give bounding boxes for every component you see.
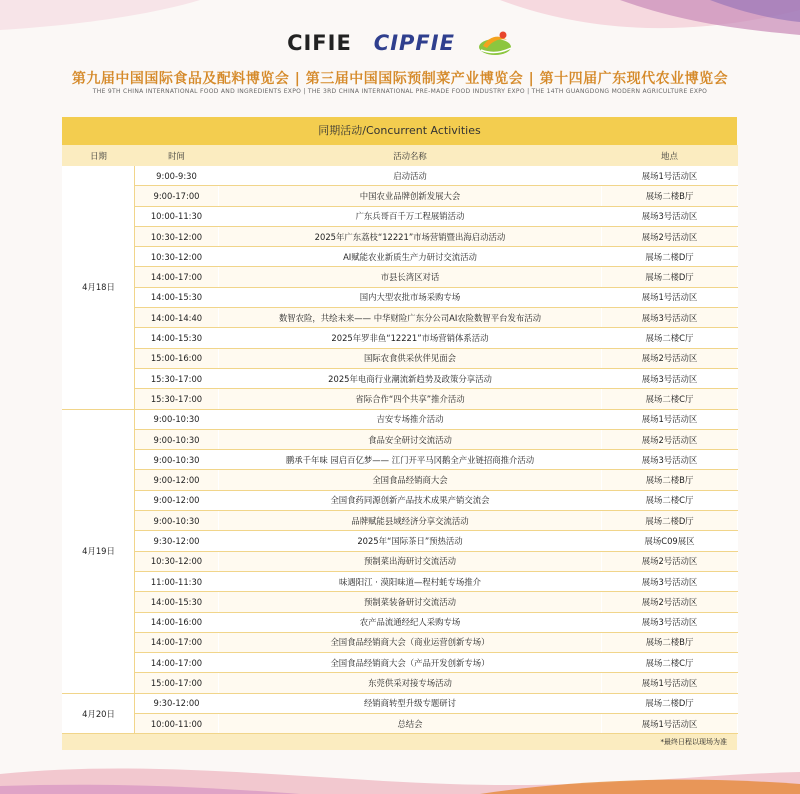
activity-cell: 农产品流通经纪人采购专场 — [219, 612, 602, 632]
time-cell: 11:00-11:30 — [135, 571, 219, 591]
time-cell: 10:30-12:00 — [135, 247, 219, 267]
activity-cell: 总结会 — [219, 714, 602, 734]
table-row — [63, 531, 738, 551]
location-cell: 展场3号活动区 — [602, 368, 738, 388]
location-cell: 展场2号活动区 — [602, 592, 738, 612]
time-cell: 14:00-14:40 — [135, 308, 219, 328]
location-cell: 展场3号活动区 — [602, 612, 738, 632]
activity-cell: AI赋能农业新质生产力研讨交流活动 — [219, 247, 602, 267]
time-cell: 9:00-10:30 — [135, 511, 219, 531]
location-cell: 展场2号活动区 — [602, 226, 738, 246]
column-header-time: 时间 — [135, 146, 219, 166]
time-cell: 10:00-11:30 — [135, 206, 219, 226]
table-row — [63, 470, 738, 490]
activity-cell: 中国农业品牌创新发展大会 — [219, 186, 602, 206]
table-row — [63, 490, 738, 510]
logo-bar — [0, 26, 800, 60]
expo-subtitle: THE 9TH CHINA INTERNATIONAL FOOD AND INGREDIENTS EXPO | THE 3RD CHINA INTERNATIONAL PRE-MADE FOOD INDUSTRY EXPO | THE 14TH GUANGDONG MODERN AGRICULTURE EXPO — [92, 88, 708, 95]
activity-cell: 2025年“国际茶日”预热活动 — [219, 531, 602, 551]
activity-cell: 启动活动 — [219, 166, 602, 186]
table-row — [63, 389, 738, 409]
table-row — [63, 450, 738, 470]
table-row — [63, 348, 738, 368]
table-row — [63, 551, 738, 571]
location-cell: 展场二楼D厅 — [602, 511, 738, 531]
time-cell: 15:30-17:00 — [135, 368, 219, 388]
date-cell: 4月20日 — [63, 693, 135, 734]
table-row — [63, 429, 738, 449]
time-cell: 9:00-10:30 — [135, 450, 219, 470]
table-row — [63, 409, 738, 429]
column-header-location: 地点 — [602, 146, 738, 166]
table-row — [63, 511, 738, 531]
table-header-row — [63, 146, 738, 166]
table-row — [63, 267, 738, 287]
time-cell: 15:30-17:00 — [135, 389, 219, 409]
table-row — [63, 714, 738, 734]
table-row — [63, 287, 738, 307]
activity-cell: 2025年广东荔枝“12221”市场营销暨出海启动活动 — [219, 226, 602, 246]
activity-cell: 全国食药同源创新产品技术成果产销交流会 — [219, 490, 602, 510]
location-cell: 展场二楼D厅 — [602, 693, 738, 713]
location-cell: 展场2号活动区 — [602, 348, 738, 368]
activity-cell: 全国食品经销商大会 — [219, 470, 602, 490]
activity-cell: 市县长湾区对话 — [219, 267, 602, 287]
table-row — [63, 693, 738, 713]
time-cell: 14:00-16:00 — [135, 612, 219, 632]
location-cell: 展场二楼C厅 — [602, 653, 738, 673]
cipfie-logo: CIPFIE — [373, 31, 455, 55]
location-cell: 展场二楼B厅 — [602, 470, 738, 490]
table-row — [63, 368, 738, 388]
time-cell: 15:00-16:00 — [135, 348, 219, 368]
activities-table — [62, 117, 737, 750]
activity-cell: 预制菜装备研讨交流活动 — [219, 592, 602, 612]
activity-cell: 经销商转型升级专题研讨 — [219, 693, 602, 713]
location-cell: 展场C09展区 — [602, 531, 738, 551]
table-row — [63, 308, 738, 328]
column-header-date: 日期 — [63, 146, 135, 166]
table-body — [63, 166, 738, 734]
location-cell: 展场二楼C厅 — [602, 328, 738, 348]
time-cell: 14:00-17:00 — [135, 653, 219, 673]
table-row — [63, 653, 738, 673]
time-cell: 9:00-17:00 — [135, 186, 219, 206]
activity-cell: 预制菜出海研讨交流活动 — [219, 551, 602, 571]
table-row — [63, 166, 738, 186]
activity-cell: 全国食品经销商大会（商业运营创新专场） — [219, 632, 602, 652]
expo-title: 第九届中国国际食品及配料博览会 | 第三届中国国际预制菜产业博览会 | 第十四届广东现代农业博览会 — [71, 71, 729, 87]
table-footnote: *最终日程以现场为准 — [62, 734, 737, 750]
time-cell: 9:00-10:30 — [135, 429, 219, 449]
location-cell: 展场1号活动区 — [602, 673, 738, 693]
column-header-activity: 活动名称 — [219, 146, 602, 166]
activity-cell: 食品安全研讨交流活动 — [219, 429, 602, 449]
time-cell: 9:30-12:00 — [135, 531, 219, 551]
activity-cell: 全国食品经销商大会（产品开发创新专场） — [219, 653, 602, 673]
location-cell: 展场1号活动区 — [602, 287, 738, 307]
location-cell: 展场2号活动区 — [602, 429, 738, 449]
table-row — [63, 206, 738, 226]
location-cell: 展场1号活动区 — [602, 166, 738, 186]
bottom-decoration — [0, 754, 800, 794]
activity-cell: 国内大型农批市场采购专场 — [219, 287, 602, 307]
table-row — [63, 328, 738, 348]
location-cell: 展场二楼C厅 — [602, 389, 738, 409]
location-cell: 展场二楼C厅 — [602, 490, 738, 510]
time-cell: 14:00-15:30 — [135, 328, 219, 348]
time-cell: 10:30-12:00 — [135, 551, 219, 571]
location-cell: 展场1号活动区 — [602, 409, 738, 429]
time-cell: 10:00-11:00 — [135, 714, 219, 734]
date-cell: 4月18日 — [63, 166, 135, 410]
table-row — [63, 247, 738, 267]
table-title: 同期活动/Concurrent Activities — [62, 117, 737, 145]
table-row — [63, 571, 738, 591]
location-cell: 展场3号活动区 — [602, 571, 738, 591]
time-cell: 9:00-10:30 — [135, 409, 219, 429]
location-cell: 展场二楼D厅 — [602, 247, 738, 267]
location-cell: 展场2号活动区 — [602, 551, 738, 571]
activity-cell: 东莞供采对接专场活动 — [219, 673, 602, 693]
table-row — [63, 226, 738, 246]
activity-cell: 国际农食供采伙伴见面会 — [219, 348, 602, 368]
activity-cell: 2025年罗非鱼“12221”市场营销体系活动 — [219, 328, 602, 348]
time-cell: 15:00-17:00 — [135, 673, 219, 693]
time-cell: 9:30-12:00 — [135, 693, 219, 713]
location-cell: 展场1号活动区 — [602, 714, 738, 734]
activity-cell: 鹏承千年味 园启百亿梦—— 江门开平马冈鹅全产业链招商推介活动 — [219, 450, 602, 470]
time-cell: 9:00-9:30 — [135, 166, 219, 186]
activity-cell: 广东兵哥百千万工程展销活动 — [219, 206, 602, 226]
activity-cell: 品牌赋能县域经济分享交流活动 — [219, 511, 602, 531]
activity-cell: 味遇阳江 · 漠阳味道—程村蚝专场推介 — [219, 571, 602, 591]
location-cell: 展场3号活动区 — [602, 450, 738, 470]
time-cell: 14:00-17:00 — [135, 267, 219, 287]
time-cell: 9:00-12:00 — [135, 470, 219, 490]
table-row — [63, 186, 738, 206]
agriculture-expo-logo-icon — [477, 28, 513, 58]
time-cell: 9:00-12:00 — [135, 490, 219, 510]
activity-cell: 吉安专场推介活动 — [219, 409, 602, 429]
location-cell: 展场二楼D厅 — [602, 267, 738, 287]
table-row — [63, 673, 738, 693]
table-row — [63, 592, 738, 612]
activity-cell: 数智农险，共绘未来—— 中华财险广东分公司AI农险数智平台发布活动 — [219, 308, 602, 328]
activity-cell: 2025年电商行业潮流新趋势及政策分享活动 — [219, 368, 602, 388]
table-row — [63, 632, 738, 652]
time-cell: 10:30-12:00 — [135, 226, 219, 246]
cifie-logo: CIFIE — [287, 31, 352, 55]
location-cell: 展场3号活动区 — [602, 206, 738, 226]
activity-cell: 省际合作“四个共享”推介活动 — [219, 389, 602, 409]
table-row — [63, 612, 738, 632]
date-cell: 4月19日 — [63, 409, 135, 693]
time-cell: 14:00-15:30 — [135, 592, 219, 612]
time-cell: 14:00-17:00 — [135, 632, 219, 652]
location-cell: 展场二楼B厅 — [602, 632, 738, 652]
location-cell: 展场二楼B厅 — [602, 186, 738, 206]
location-cell: 展场3号活动区 — [602, 308, 738, 328]
time-cell: 14:00-15:30 — [135, 287, 219, 307]
